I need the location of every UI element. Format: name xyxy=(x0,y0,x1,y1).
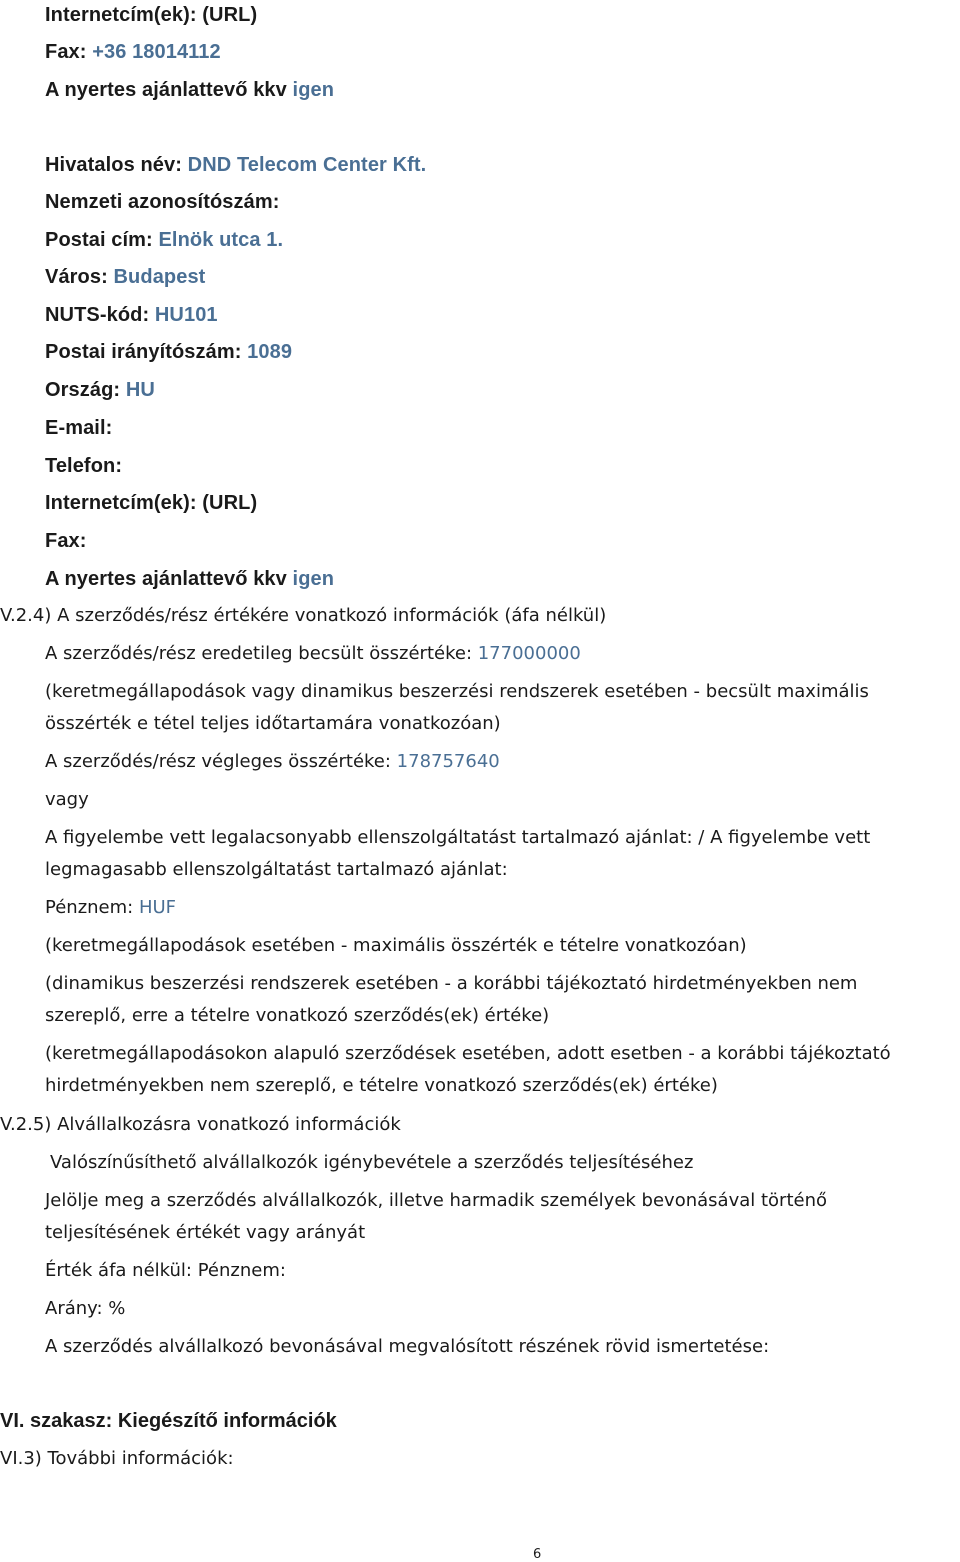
ratio: Arány: % xyxy=(45,1298,126,1319)
kkv-value: igen xyxy=(292,568,335,590)
fax-label: Fax: xyxy=(45,530,87,552)
fax-value: +36 18014112 xyxy=(92,41,221,63)
note2: (keretmegállapodások esetében - maximális összérték e tételre vonatkozóan) xyxy=(45,935,747,956)
or-text: vagy xyxy=(45,789,89,810)
postal-address-value: Elnök utca 1. xyxy=(158,229,284,251)
estimated-value-label: A szerződés/rész eredetileg becsült összértéke: xyxy=(45,643,478,664)
section-vi-heading: VI. szakasz: Kiegészítő információk xyxy=(0,1410,337,1432)
note4-line2: hirdetményekben nem szereplő, e tételre vonatkozó szerződés(ek) értéke) xyxy=(45,1075,718,1096)
zip-label: Postai irányítószám: xyxy=(45,341,248,363)
estimated-value-line xyxy=(45,645,581,663)
city-value: Budapest xyxy=(113,266,206,288)
fax-line xyxy=(45,531,87,551)
zip-value: 1089 xyxy=(247,341,293,363)
phone-line xyxy=(45,456,122,476)
country-label: Ország: xyxy=(45,379,126,401)
final-value-label: A szerződés/rész végleges összértéke: xyxy=(45,751,397,772)
note3-line1: (dinamikus beszerzési rendszerek esetében - a korábbi tájékoztató hirdetményekben nem xyxy=(45,973,858,994)
estimated-value: 177000000 xyxy=(477,643,581,664)
phone-label: Telefon: xyxy=(45,455,123,477)
section-v25-title: V.2.5) Alvállalkozásra vonatkozó információk xyxy=(0,1114,401,1135)
url-label: Internetcím(ek): (URL) xyxy=(45,492,258,514)
email-line xyxy=(45,418,112,438)
value-excl-vat: Érték áfa nélkül: Pénznem: xyxy=(45,1260,286,1281)
section-v24-title: V.2.4) A szerződés/rész értékére vonatkozó információk (áfa nélkül) xyxy=(0,605,607,626)
winner-url-line xyxy=(45,5,257,25)
zip-line xyxy=(45,342,292,362)
url-line xyxy=(45,493,257,513)
final-value-line xyxy=(45,753,500,771)
official-name-line xyxy=(45,155,426,175)
winner-kkv-line xyxy=(45,80,334,100)
offer-line1: A figyelembe vett legalacsonyabb ellenszolgáltatást tartalmazó ajánlat: / A figyelembe vett xyxy=(45,827,871,848)
subcontract-description: A szerződés alvállalkozó bevonásával megvalósított részének rövid ismertetése: xyxy=(45,1336,770,1357)
offer-line2: legmagasabb ellenszolgáltatást tartalmazó ajánlat: xyxy=(45,859,508,880)
note1-line2: összérték e tétel teljes időtartamára vonatkozóan) xyxy=(45,713,501,734)
likely-subcontracting: Valószínűsíthető alvállalkozók igénybevétele a szerződés teljesítéséhez xyxy=(50,1152,694,1173)
currency-line xyxy=(45,899,176,917)
kkv-label: A nyertes ajánlattevő kkv xyxy=(45,79,293,101)
nuts-label: NUTS-kód: xyxy=(45,304,155,326)
currency-label: Pénznem: xyxy=(45,897,139,918)
final-value: 178757640 xyxy=(396,751,500,772)
nuts-value: HU101 xyxy=(154,304,218,326)
official-name-value: DND Telecom Center Kft. xyxy=(187,154,427,176)
kkv-line xyxy=(45,569,334,589)
postal-address-label: Postai cím: xyxy=(45,229,159,251)
country-value: HU xyxy=(125,379,155,401)
country-line xyxy=(45,380,155,400)
kkv-label: A nyertes ajánlattevő kkv xyxy=(45,568,293,590)
note3-line2: szereplő, erre a tételre vonatkozó szerződés(ek) értéke) xyxy=(45,1005,550,1026)
note4-line1: (keretmegállapodásokon alapuló szerződések esetében, adott esetben - a korábbi tájékoztató xyxy=(45,1043,891,1064)
fax-label: Fax: xyxy=(45,41,93,63)
indicate-line1: Jelölje meg a szerződés alvállalkozók, illetve harmadik személyek bevonásával történő xyxy=(45,1190,827,1211)
kkv-value: igen xyxy=(292,79,335,101)
further-info: VI.3) További információk: xyxy=(0,1448,234,1469)
page-number: 6 xyxy=(533,1547,542,1562)
currency-value: HUF xyxy=(138,897,177,918)
url-label: Internetcím(ek): (URL) xyxy=(45,4,258,26)
winner-fax-line xyxy=(45,42,221,62)
national-id-line xyxy=(45,192,279,212)
city-label: Város: xyxy=(45,266,114,288)
note1-line1: (keretmegállapodások vagy dinamikus beszerzési rendszerek esetében - becsült maximális xyxy=(45,681,869,702)
indicate-line2: teljesítésének értékét vagy arányát xyxy=(45,1222,366,1243)
nuts-line xyxy=(45,305,218,325)
official-name-label: Hivatalos név: xyxy=(45,154,188,176)
email-label: E-mail: xyxy=(45,417,113,439)
postal-address-line xyxy=(45,230,283,250)
city-line xyxy=(45,267,205,287)
national-id-label: Nemzeti azonosítószám: xyxy=(45,191,280,213)
